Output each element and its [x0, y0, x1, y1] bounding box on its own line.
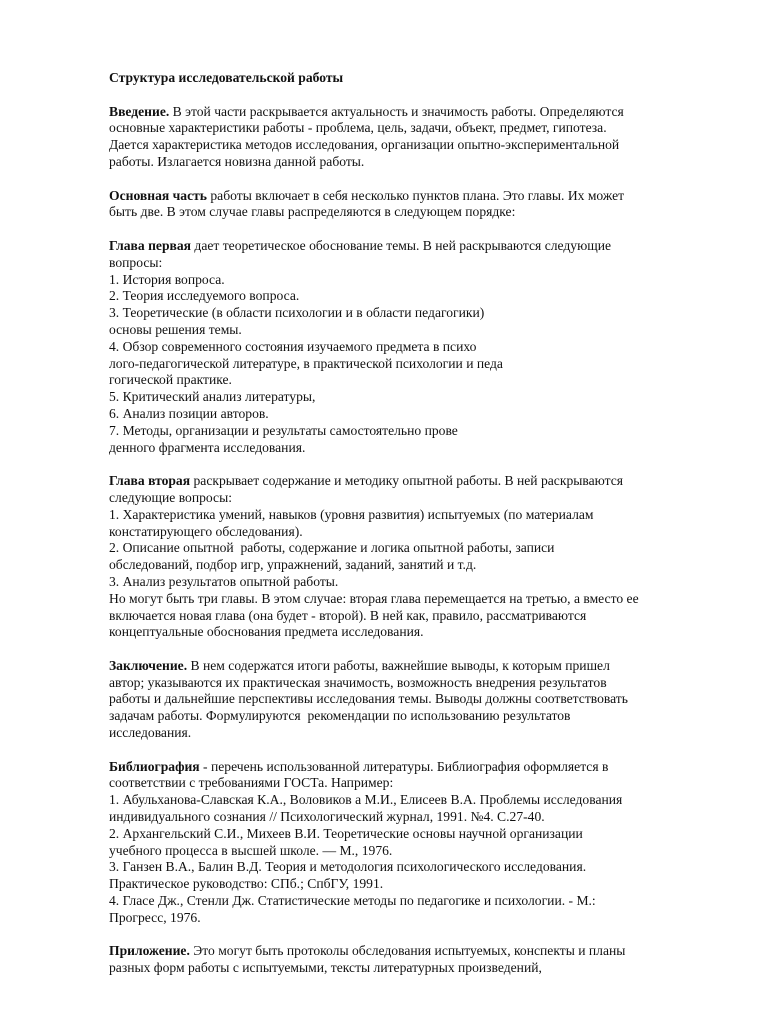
- text-line: [109, 423, 729, 440]
- section-heading: Приложение.: [109, 943, 190, 959]
- text-line: [109, 759, 729, 776]
- line-text: раскрывает содержание и методику опытной работы. В ней раскрываются: [190, 473, 624, 489]
- text-line: [109, 658, 729, 675]
- text-line: [109, 339, 729, 356]
- text-line: [109, 255, 729, 272]
- section-conclusion: [109, 658, 729, 742]
- section-bibliography: [109, 759, 729, 927]
- line-text: включается новая глава (она будет - второй). В ней как, правило, рассматриваются: [109, 607, 587, 623]
- line-text: обследований, подбор игр, упражнений, заданий, занятий и т.д.: [109, 557, 477, 573]
- text-line: [109, 540, 729, 557]
- line-text: задачам работы. Формулируются рекомендации по использованию результатов: [109, 708, 571, 724]
- text-line: [109, 675, 729, 692]
- line-text: 7. Методы, организации и результаты самостоятельно прове: [109, 422, 458, 438]
- text-line: [109, 574, 729, 591]
- section-heading: Библиография: [109, 758, 200, 774]
- line-text: разных форм работы с испытуемыми, тексты литературных произведений,: [109, 960, 542, 976]
- document-title: Структура исследовательской работы: [109, 70, 344, 85]
- line-text: Но могут быть три главы. В этом случае: вторая глава перемещается на третью, а вместо ее: [109, 590, 639, 606]
- section-appendix: [109, 943, 729, 977]
- text-line: [109, 725, 729, 742]
- line-text: 2. Архангельский С.И., Михеев В.И. Теоретические основы научной организации: [109, 825, 583, 841]
- line-text: 2. Описание опытной работы, содержание и логика опытной работы, записи: [109, 540, 555, 556]
- text-line: [109, 188, 729, 205]
- text-line: [109, 272, 729, 289]
- line-text: В нем содержатся итоги работы, важнейшие выводы, к которым пришел: [187, 657, 610, 673]
- line-text: денного фрагмента исследования.: [109, 439, 306, 455]
- text-line: [109, 473, 729, 490]
- section-heading: Введение.: [109, 103, 170, 119]
- text-line: [109, 893, 729, 910]
- text-line: [109, 910, 729, 927]
- line-text: 3. Ганзен В.А., Балин В.Д. Теория и методология психологического исследования.: [109, 859, 587, 875]
- text-line: [109, 843, 729, 860]
- text-line: [109, 120, 729, 137]
- line-text: основы решения темы.: [109, 321, 242, 337]
- line-text: 1. История вопроса.: [109, 271, 225, 287]
- line-text: 3. Анализ результатов опытной работы.: [109, 573, 339, 589]
- section-heading: Основная часть: [109, 187, 207, 203]
- line-text: быть две. В этом случае главы распределяются в следующем порядке:: [109, 204, 516, 220]
- text-line: [109, 238, 729, 255]
- line-text: Дается характеристика методов исследования, организации опытно-экспериментальной: [109, 137, 620, 153]
- line-text: 1. Характеристика умений, навыков (уровня развития) испытуемых (по материалам: [109, 506, 594, 522]
- line-text: основные характеристики работы - проблема, цель, задачи, объект, предмет, гипотеза.: [109, 120, 607, 136]
- line-text: 4. Обзор современного состояния изучаемого предмета в психо: [109, 338, 477, 354]
- text-line: [109, 104, 729, 121]
- text-line: [109, 960, 729, 977]
- document-body: [109, 104, 729, 977]
- line-text: концептуальные обоснования предмета исследования.: [109, 624, 424, 640]
- text-line: [109, 826, 729, 843]
- text-line: [109, 524, 729, 541]
- line-text: Практическое руководство: СПб.; СпбГУ, 1991.: [109, 876, 384, 892]
- text-line: [109, 876, 729, 893]
- text-line: [109, 507, 729, 524]
- line-text: 4. Гласе Дж., Стенли Дж. Статистические методы по педагогике и психологии. - М.:: [109, 893, 596, 909]
- text-line: [109, 624, 729, 641]
- line-text: дает теоретическое обоснование темы. В ней раскрываются следующие: [191, 237, 612, 253]
- text-line: [109, 137, 729, 154]
- line-text: исследования.: [109, 725, 192, 741]
- line-text: индивидуального сознания // Психологический журнал, 1991. №4. С.27-40.: [109, 809, 545, 825]
- text-line: [109, 288, 729, 305]
- section-heading: Глава вторая: [109, 473, 191, 489]
- section-main-part: [109, 188, 729, 222]
- text-line: [109, 775, 729, 792]
- text-line: [109, 406, 729, 423]
- text-line: [109, 809, 729, 826]
- text-line: [109, 372, 729, 389]
- text-line: [109, 154, 729, 171]
- line-text: автор; указываются их практическая значимость, возможность внедрения результатов: [109, 674, 607, 690]
- line-text: - перечень использованной литературы. Библиография оформляется в: [199, 758, 609, 774]
- line-text: лого-педагогической литературе, в практической психологии и педа: [109, 355, 503, 371]
- line-text: вопросы:: [109, 254, 163, 270]
- line-text: работы. Излагается новизна данной работы.: [109, 153, 365, 169]
- text-line: [109, 691, 729, 708]
- line-text: соответствии с требованиями ГОСТа. Например:: [109, 775, 394, 791]
- line-text: констатирующего обследования).: [109, 523, 303, 539]
- line-text: Это могут быть протоколы обследования испытуемых, конспекты и планы: [189, 943, 626, 959]
- line-text: 1. Абульханова-Славская К.А., Воловиков а М.И., Елисеев В.А. Проблемы исследования: [109, 792, 623, 808]
- text-line: [109, 943, 729, 960]
- line-text: 2. Теория исследуемого вопроса.: [109, 288, 300, 304]
- text-line: [109, 322, 729, 339]
- text-line: [109, 389, 729, 406]
- line-text: учебного процесса в высшей школе. — М., 1976.: [109, 842, 393, 858]
- text-line: [109, 440, 729, 457]
- section-heading: Глава первая: [109, 237, 191, 253]
- line-text: В этой части раскрывается актуальность и значимость работы. Определяются: [169, 103, 624, 119]
- line-text: 6. Анализ позиции авторов.: [109, 405, 269, 421]
- line-text: 3. Теоретические (в области психологии и в области педагогики): [109, 305, 485, 321]
- text-line: [109, 608, 729, 625]
- text-line: [109, 591, 729, 608]
- text-line: [109, 859, 729, 876]
- text-line: [109, 204, 729, 221]
- line-text: следующие вопросы:: [109, 489, 232, 505]
- line-text: работы и дальнейшие перспективы исследования темы. Выводы должны соответствовать: [109, 691, 628, 707]
- text-line: [109, 557, 729, 574]
- section-heading: Заключение.: [109, 657, 188, 673]
- document-page: [109, 70, 729, 994]
- text-line: [109, 792, 729, 809]
- text-line: [109, 305, 729, 322]
- section-chapter-one: [109, 238, 729, 456]
- line-text: гогической практике.: [109, 372, 232, 388]
- section-chapter-two: [109, 473, 729, 641]
- section-introduction: [109, 104, 729, 171]
- line-text: работы включает в себя несколько пунктов плана. Это главы. Их может: [206, 187, 625, 203]
- text-line: [109, 490, 729, 507]
- line-text: 5. Критический анализ литературы,: [109, 389, 316, 405]
- text-line: [109, 356, 729, 373]
- line-text: Прогресс, 1976.: [109, 909, 201, 925]
- text-line: [109, 708, 729, 725]
